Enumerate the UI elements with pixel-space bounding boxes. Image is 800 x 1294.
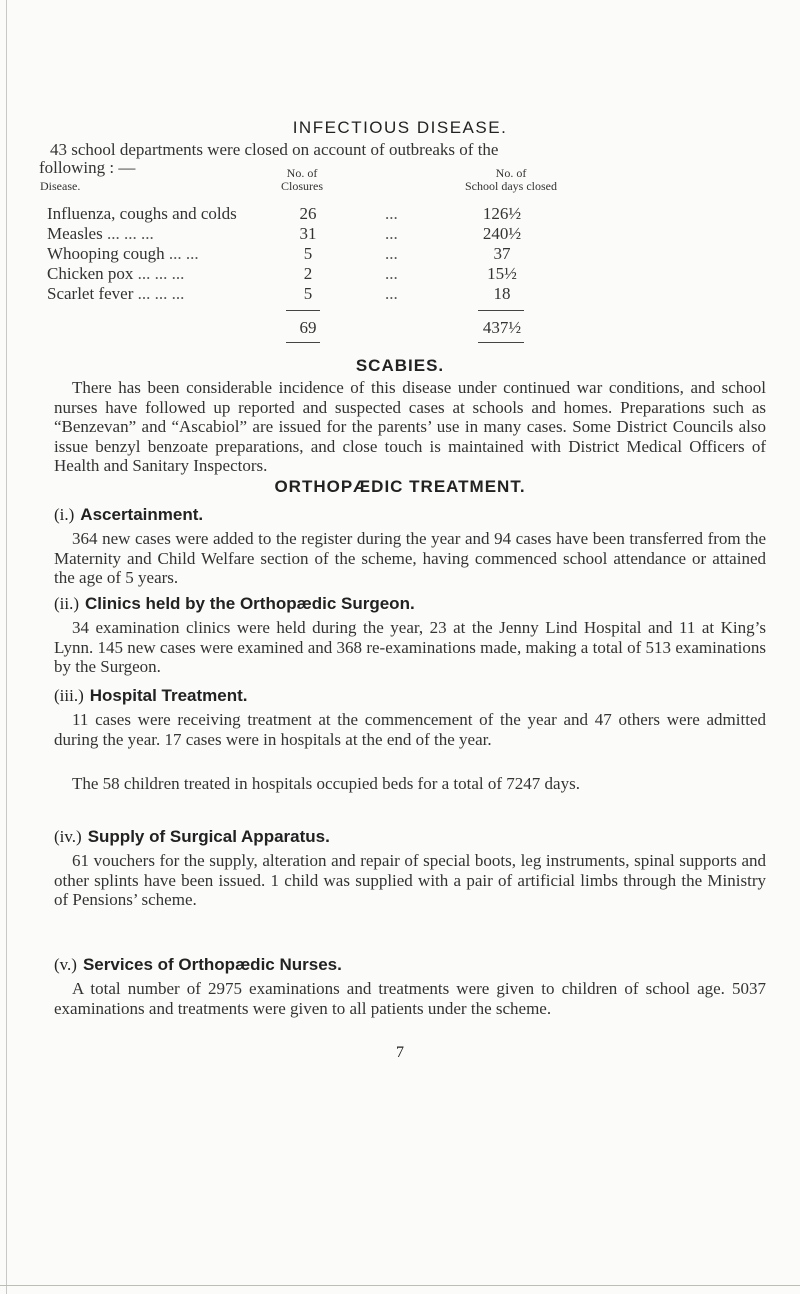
closures-value: 5 xyxy=(303,284,313,303)
col-header-days-line1: No. of xyxy=(495,166,527,180)
days-value: 15½ xyxy=(487,264,517,283)
orthopaedic-heading: ORTHOPÆDIC TREATMENT. xyxy=(274,477,526,496)
col-header-disease xyxy=(40,180,110,193)
days-total-rule-top xyxy=(478,310,524,311)
scabies-heading: SCABIES. xyxy=(355,356,445,375)
closures-total-rule-top xyxy=(286,310,320,311)
intro-line-2: following : — xyxy=(39,158,136,177)
disease-name: Chicken pox ... ... ... xyxy=(47,264,185,283)
disease-name: Scarlet fever ... ... ... xyxy=(47,284,185,303)
infectious-disease-heading: INFECTIOUS DISEASE. xyxy=(292,118,508,137)
row-leader: ... xyxy=(385,244,398,263)
page-edge-left xyxy=(6,0,7,1294)
intro-line-1: 43 school departments were closed on account of outbreaks of the xyxy=(50,140,499,159)
clinics-paragraph: 34 examination clinics were held during the year, 23 at the Jenny Lind Hospital and 11 at King’s Lynn. 145 new cases were examined and 368 re-examinations made, making a total of 513 examinations by the Surgeon. xyxy=(54,618,766,676)
disease-name: Measles ... ... ... xyxy=(47,224,154,243)
days-value: 18 xyxy=(493,284,511,303)
col-header-disease-label: Disease. xyxy=(40,179,81,193)
ascertainment-paragraph: 364 new cases were added to the register during the year and 94 cases have been transferred from the Maternity and Child Welfare section of the scheme, having commenced school attendance or attained the age of 5 years. xyxy=(54,529,766,587)
row-leader: ... xyxy=(385,224,398,243)
row-leader: ... xyxy=(385,284,398,303)
apparatus-paragraph: 61 vouchers for the supply, alteration and repair of special boots, leg instruments, spinal supports and other splints have been issued. 1 child was supplied with a pair of artificial limbs through the Ministry of Pensions’ scheme. xyxy=(54,851,766,909)
subsection-heading-hospital: (iii.) Hospital Treatment. xyxy=(54,686,248,705)
days-value: 37 xyxy=(493,244,511,263)
days-value: 240½ xyxy=(482,224,522,243)
row-leader: ... xyxy=(385,264,398,283)
closures-value: 26 xyxy=(299,204,317,223)
subsection-heading-ascertainment: (i.) Ascertainment. xyxy=(54,505,204,524)
col-header-closures-line2: Closures xyxy=(281,179,323,193)
total-days: 437½ xyxy=(482,318,522,337)
hospital-paragraph-1: 11 cases were receiving treatment at the commencement of the year and 47 others were admitted during the year. 17 cases were in hospitals at the end of the year. xyxy=(54,710,766,749)
col-header-days xyxy=(446,167,576,193)
col-header-closures xyxy=(252,167,352,193)
infectious-intro xyxy=(39,141,759,177)
total-closures: 69 xyxy=(299,318,317,337)
disease-name: Whooping cough ... ... xyxy=(47,244,199,263)
closures-value: 31 xyxy=(299,224,317,243)
closures-total-rule-bottom xyxy=(286,342,320,343)
disease-name: Influenza, coughs and colds xyxy=(47,204,237,223)
col-header-days-line2: School days closed xyxy=(465,179,557,193)
days-total-rule-bottom xyxy=(478,342,524,343)
nurses-paragraph: A total number of 2975 examinations and treatments were given to children of school age. 5037 examinations and treatments were given to all patients under the scheme. xyxy=(54,979,766,1018)
row-leader: ... xyxy=(385,204,398,223)
subsection-heading-nurses: (v.) Services of Orthopædic Nurses. xyxy=(54,955,342,974)
closures-value: 2 xyxy=(303,264,313,283)
page-number: 7 xyxy=(396,1044,404,1061)
closures-value: 5 xyxy=(303,244,313,263)
subsection-heading-apparatus: (iv.) Supply of Surgical Apparatus. xyxy=(54,827,330,846)
subsection-heading-clinics: (ii.) Clinics held by the Orthopædic Surgeon. xyxy=(54,594,415,613)
col-header-closures-line1: No. of xyxy=(286,166,318,180)
hospital-paragraph-2: The 58 children treated in hospitals occupied beds for a total of 7247 days. xyxy=(72,774,580,793)
page-edge-bottom xyxy=(0,1285,800,1286)
scabies-paragraph: There has been considerable incidence of this disease under continued war conditions, and school nurses have followed up reported and suspected cases at schools and homes. Preparations such as “Benzevan” and “Ascabiol” are issued for the parents’ use in many cases. Some District Councils also issue benzyl benzoate preparations, and close touch is maintained with District Medical Officers of Health and Sanitary Inspectors. xyxy=(54,378,766,475)
days-value: 126½ xyxy=(482,204,522,223)
